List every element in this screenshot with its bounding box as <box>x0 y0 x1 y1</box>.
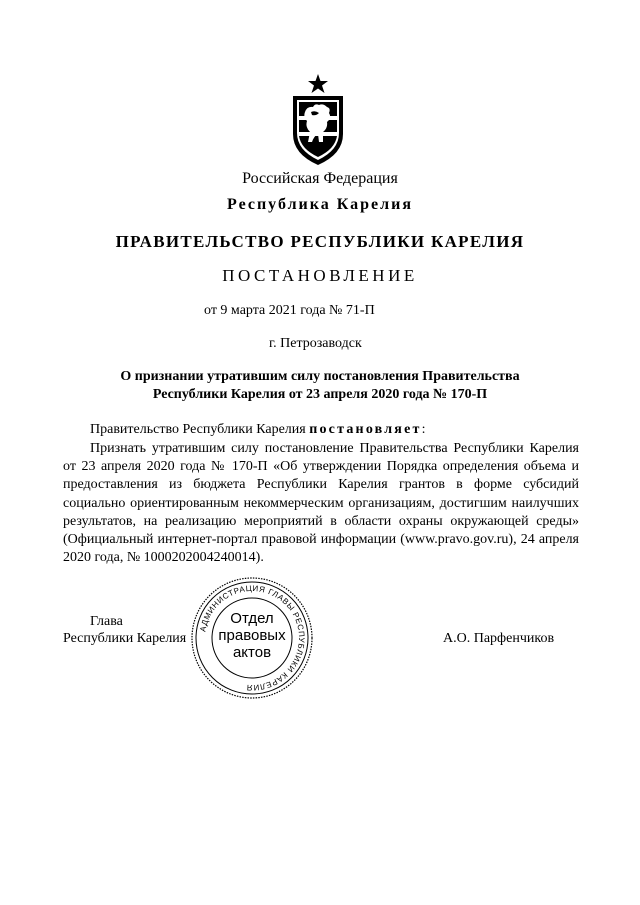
republic-name: Республика Карелия <box>227 196 413 213</box>
document-title-line-2: Республики Карелия от 23 апреля 2020 года № 170-П <box>152 387 488 402</box>
stamp-line-3: актов <box>232 644 272 661</box>
intro-suffix: : <box>421 422 426 437</box>
intro-prefix: Правительство Республики Карелия <box>90 422 310 437</box>
government-name: ПРАВИТЕЛЬСТВО РЕСПУБЛИКИ КАРЕЛИЯ <box>115 232 525 251</box>
stamp-line-2: правовых <box>218 627 286 644</box>
karelia-coat-of-arms-icon <box>285 72 351 168</box>
country-name: Российская Федерация <box>242 170 398 187</box>
document-title-line-1: О признании утратившим силу постановления Правительства <box>120 369 520 384</box>
signature-title: Глава <box>90 614 123 629</box>
document-city: г. Петрозаводск <box>269 336 362 351</box>
stamp-ring-text: АДМИНИСТРАЦИЯ ГЛАВЫ РЕСПУБЛИКИ КАРЕЛИЯ <box>198 583 307 693</box>
stamp-center-text <box>190 610 314 661</box>
stamp-icon <box>190 576 314 700</box>
signatory-name: А.О. Парфенчиков <box>443 631 555 646</box>
signature-organization: Республики Карелия <box>63 631 187 646</box>
stamp-line-1: Отдел <box>230 610 274 627</box>
resolution-intro <box>90 422 425 438</box>
document-date-number: от 9 марта 2021 года № 71-П <box>204 303 375 318</box>
document-type: ПОСТАНОВЛЕНИЕ <box>222 266 418 285</box>
intro-verb: постановляет <box>309 422 422 437</box>
resolution-paragraph: Признать утратившим силу постановление Правительства Республики Карелия от 23 апреля 2020 года № 170-П «Об утверждении Порядка определения объема и предоставления из бюджета Республики Карелия грантов в форме субсидий социально ориентированным некоммерческим организациям, достигшим наилучших результатов, на реализацию мероприятий в области охраны окружающей среды» (Официальный интернет-портал правовой информации (www.pravo.gov.ru), 24 апреля 2020 года, № 1000202004240014). <box>63 441 579 566</box>
